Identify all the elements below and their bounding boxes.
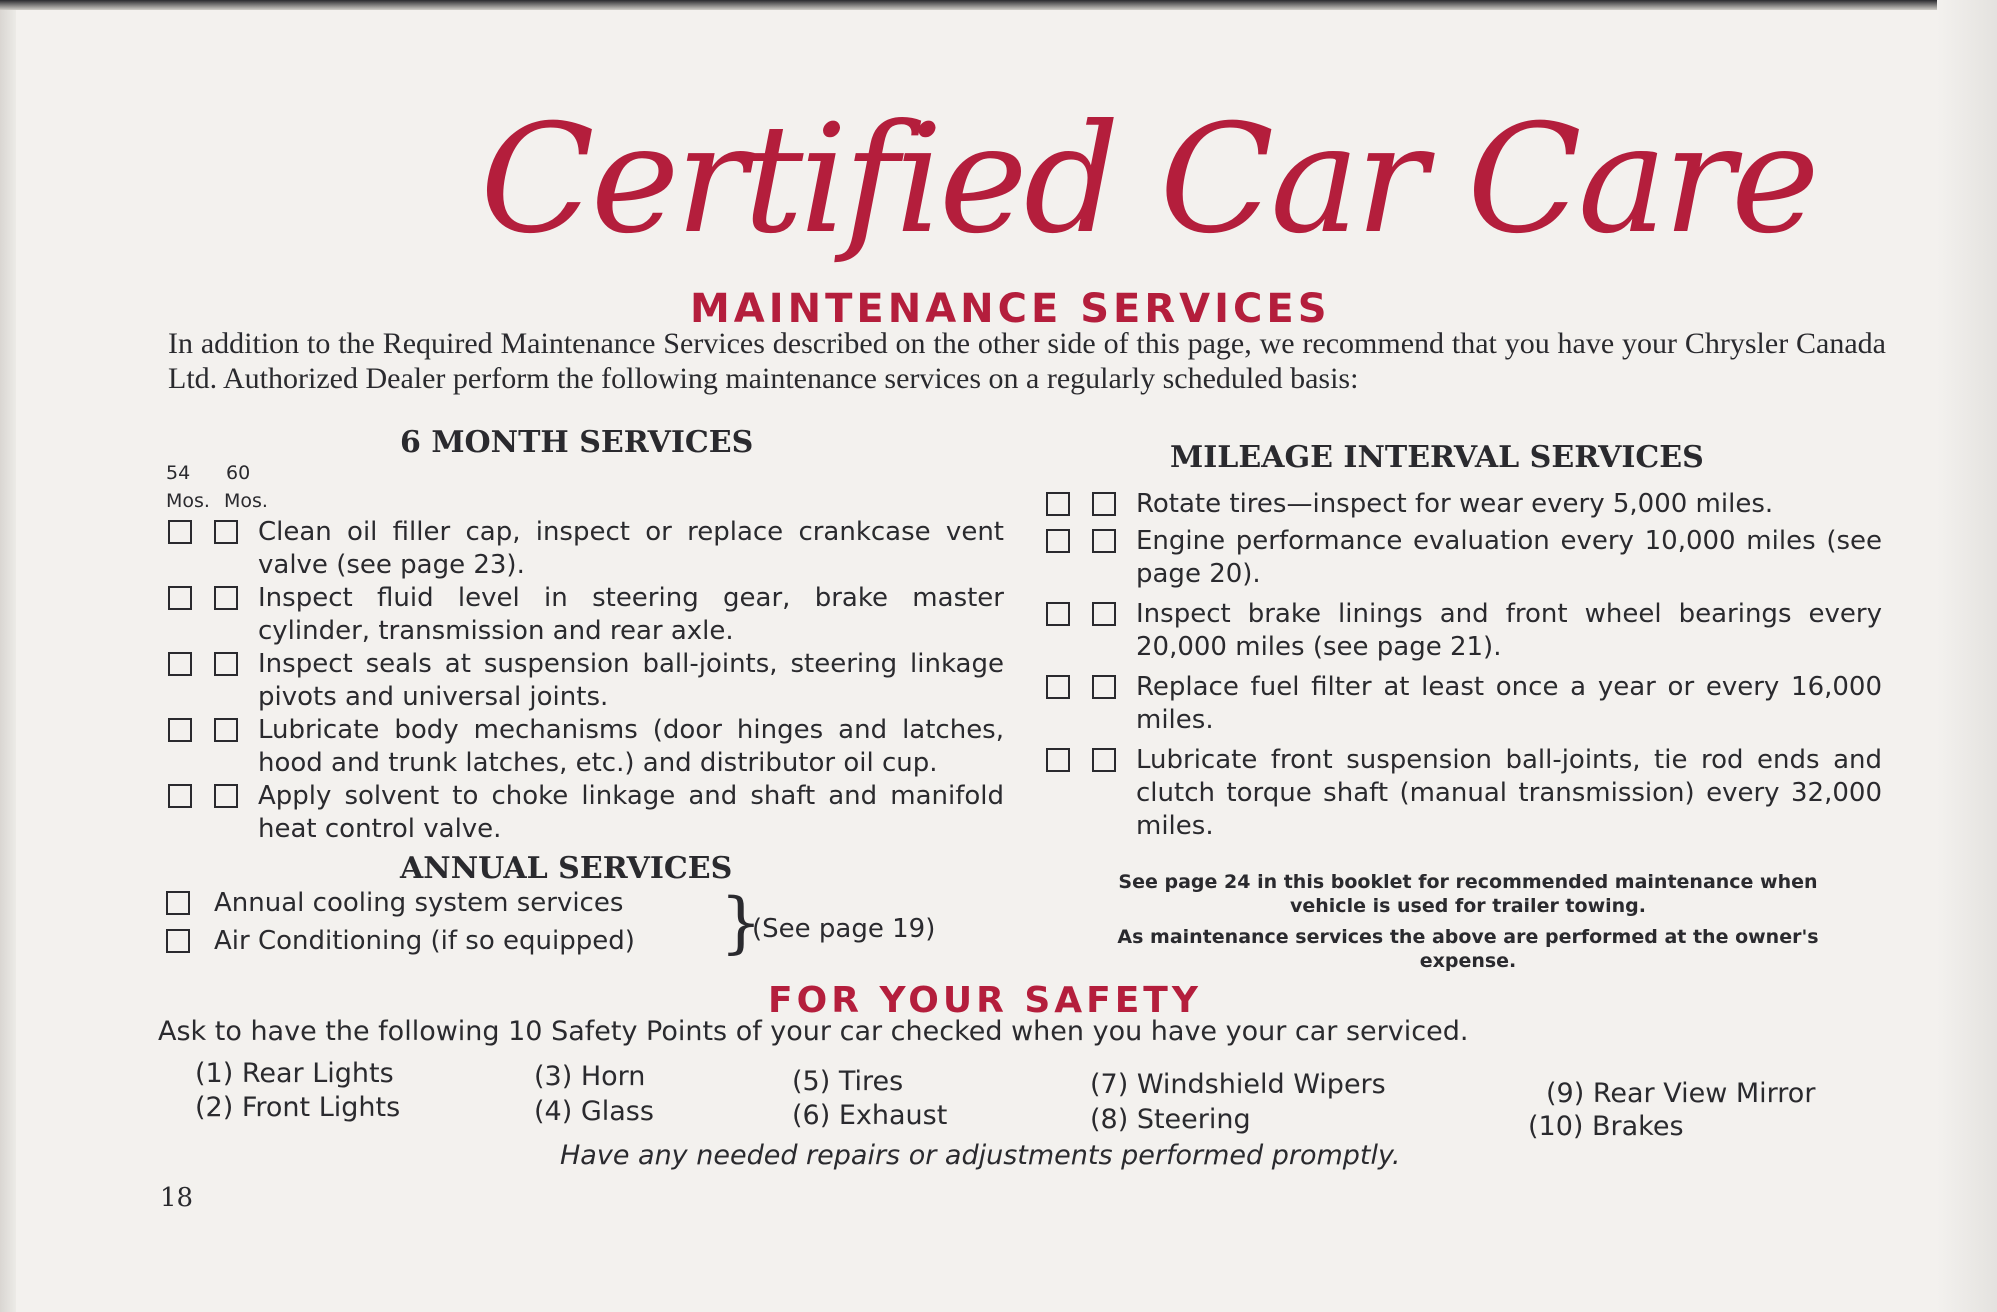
mileage-item — [1046, 744, 1882, 843]
checkbox-54[interactable] — [168, 586, 192, 610]
checkbox-b[interactable] — [1092, 492, 1116, 516]
checkbox-a[interactable] — [1046, 529, 1070, 553]
checkbox-b[interactable] — [1092, 602, 1116, 626]
mileage-item — [1046, 525, 1882, 591]
six-month-item — [168, 648, 1004, 714]
six-month-heading: 6 MONTH SERVICES — [400, 425, 754, 460]
mileage-item-text: Lubricate front suspension ball-joints, tie rod ends and clutch torque shaft (manual transmission) every 32,000 miles. — [1136, 745, 1882, 841]
mileage-item-text: Inspect brake linings and front wheel bearings every 20,000 miles (see page 21). — [1136, 599, 1882, 662]
checkbox-54[interactable] — [168, 652, 192, 676]
bracket-icon: } — [720, 884, 762, 961]
checkbox-b[interactable] — [1092, 529, 1116, 553]
mileage-item-text: Engine performance evaluation every 10,000 miles (see page 20). — [1136, 526, 1882, 589]
page-top-edge — [0, 0, 1997, 10]
trailer-note: See page 24 in this booklet for recommended maintenance when vehicle is used for trailer towing. — [1118, 871, 1818, 917]
six-month-item — [168, 714, 1004, 780]
six-month-item-text: Inspect fluid level in steering gear, brake master cylinder, transmission and rear axle. — [258, 583, 1004, 646]
six-month-item — [168, 582, 1004, 648]
maintenance-heading: MAINTENANCE SERVICES — [690, 286, 1331, 332]
annual-item-text: Annual cooling system services — [214, 888, 624, 918]
mileage-item — [1046, 598, 1882, 664]
checkbox-a[interactable] — [1046, 748, 1070, 772]
mileage-item-text: Replace fuel filter at least once a year or every 16,000 miles. — [1136, 672, 1882, 735]
page-binding-edge — [0, 0, 16, 1312]
six-month-item-text: Clean oil filler cap, inspect or replace crankcase vent valve (see page 23). — [258, 517, 1004, 580]
expense-note: As maintenance services the above are performed at the owner's expense. — [1117, 926, 1819, 972]
mileage-item-text: Rotate tires—inspect for wear every 5,000 miles. — [1136, 489, 1774, 519]
checkbox-60[interactable] — [214, 784, 238, 808]
safety-point: (8) Steering — [1090, 1104, 1251, 1135]
mileage-item — [1046, 488, 1882, 521]
page-right-shadow — [1937, 0, 1997, 1312]
annual-item — [166, 888, 623, 918]
page-title: Certified Car Care — [480, 93, 1816, 267]
annual-checkbox[interactable] — [166, 891, 190, 915]
checkbox-a[interactable] — [1046, 492, 1070, 516]
annual-heading: ANNUAL SERVICES — [400, 851, 733, 886]
checkbox-60[interactable] — [214, 718, 238, 742]
safety-intro: Ask to have the following 10 Safety Points of your car checked when you have your car serviced. — [158, 1016, 1469, 1047]
safety-point: (5) Tires — [792, 1066, 904, 1097]
col2-number: 60 — [226, 462, 251, 484]
safety-point: (2) Front Lights — [195, 1092, 401, 1123]
checkbox-54[interactable] — [168, 718, 192, 742]
safety-point: (9) Rear View Mirror — [1546, 1078, 1816, 1109]
safety-point: (1) Rear Lights — [195, 1058, 394, 1089]
page-number: 18 — [160, 1183, 194, 1213]
annual-checkbox[interactable] — [166, 929, 190, 953]
checkbox-b[interactable] — [1092, 748, 1116, 772]
six-month-item-text: Apply solvent to choke linkage and shaft and manifold heat control valve. — [258, 781, 1004, 844]
mileage-heading: MILEAGE INTERVAL SERVICES — [1170, 440, 1704, 475]
checkbox-54[interactable] — [168, 520, 192, 544]
six-month-item — [168, 780, 1004, 846]
annual-item-text: Air Conditioning (if so equipped) — [214, 926, 635, 956]
checkbox-60[interactable] — [214, 520, 238, 544]
maintenance-intro: In addition to the Required Maintenance Services described on the other side of this page, we recommend that you have your Chrysler Canada Ltd. Authorized Dealer perform the following maintenance services on a regularly scheduled basis: — [168, 327, 1886, 395]
checkbox-60[interactable] — [214, 586, 238, 610]
checkbox-a[interactable] — [1046, 602, 1070, 626]
safety-point: (6) Exhaust — [792, 1100, 948, 1131]
checkbox-b[interactable] — [1092, 675, 1116, 699]
safety-point: (7) Windshield Wipers — [1090, 1069, 1386, 1100]
safety-point: (10) Brakes — [1528, 1111, 1684, 1142]
six-month-item-text: Inspect seals at suspension ball-joints, steering linkage pivots and universal joints. — [258, 649, 1004, 712]
annual-item — [166, 926, 635, 956]
checkbox-a[interactable] — [1046, 675, 1070, 699]
annual-reference: (See page 19) — [752, 914, 936, 944]
safety-point: (4) Glass — [534, 1096, 654, 1127]
col1-unit: Mos. — [166, 490, 210, 512]
six-month-item-text: Lubricate body mechanisms (door hinges and latches, hood and trunk latches, etc.) and distributor oil cup. — [258, 715, 1004, 778]
closing-note: Have any needed repairs or adjustments performed promptly. — [560, 1140, 1401, 1171]
col1-number: 54 — [166, 462, 191, 484]
checkbox-54[interactable] — [168, 784, 192, 808]
safety-point: (3) Horn — [534, 1061, 646, 1092]
safety-heading: FOR YOUR SAFETY — [768, 980, 1202, 1021]
checkbox-60[interactable] — [214, 652, 238, 676]
col2-unit: Mos. — [224, 490, 268, 512]
six-month-item — [168, 516, 1004, 582]
mileage-item — [1046, 671, 1882, 737]
